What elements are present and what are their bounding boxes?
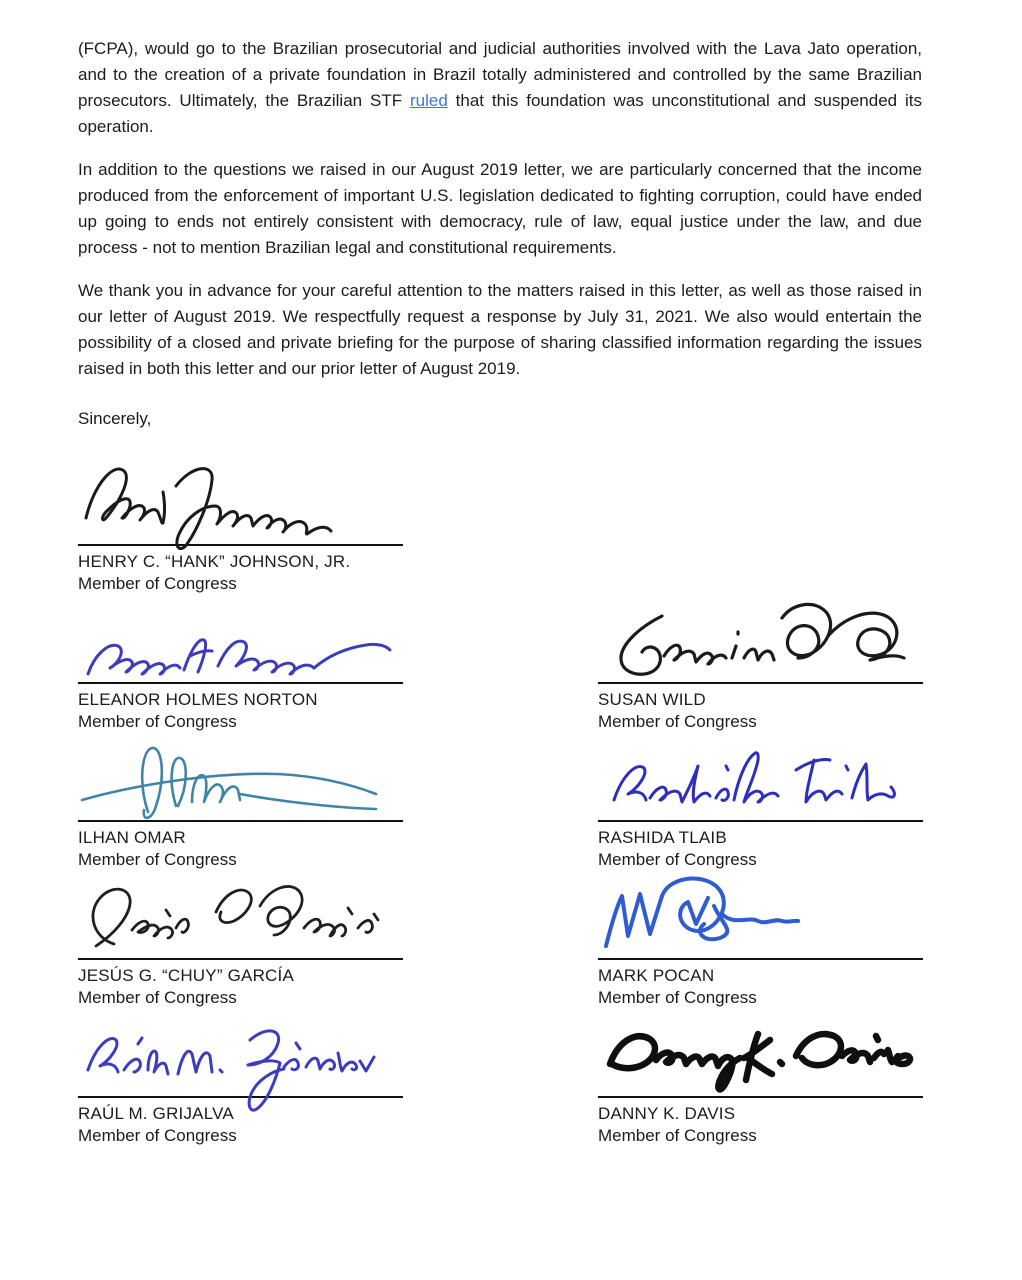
signer-title: Member of Congress — [78, 988, 237, 1007]
signature-image-raul-grijalva — [78, 1006, 403, 1096]
signature-block-mark-pocan — [598, 868, 923, 1009]
signatures-section — [78, 454, 922, 1147]
signer-name: RAÚL M. GRIJALVA — [78, 1104, 234, 1123]
signature-image-rashida-tlaib — [598, 730, 923, 820]
signer-title: Member of Congress — [78, 1126, 237, 1145]
signer-name: ILHAN OMAR — [78, 828, 186, 847]
paragraph-thanks-request: We thank you in advance for your careful attention to the matters raised in this letter, as well as those raised in our letter of August 2019. We respectfully request a response by July 31, 2021. We also would entertain the possibility of a closed and private briefing for the purpose of sharing classified information regarding the issues raised in both this letter and our prior letter of August 2019. — [78, 281, 922, 378]
signature-block-susan-wild — [598, 592, 923, 733]
letter-body — [78, 36, 922, 432]
signer-name: SUSAN WILD — [598, 690, 706, 709]
empty-cell — [598, 454, 922, 595]
signer-title: Member of Congress — [78, 574, 237, 593]
signer-name: MARK POCAN — [598, 966, 715, 985]
ruled-link[interactable]: ruled — [409, 91, 448, 110]
signature-block-jesus-garcia — [78, 868, 403, 1009]
signer-title: Member of Congress — [598, 712, 757, 731]
signer-name: ELEANOR HOLMES NORTON — [78, 690, 318, 709]
signature-block-henry-johnson — [78, 454, 403, 595]
signature-image-henry-johnson — [78, 454, 403, 544]
signature-image-jesus-garcia — [78, 868, 403, 958]
signer-title: Member of Congress — [598, 1126, 757, 1145]
signer-name: JESÚS G. “CHUY” GARCÍA — [78, 966, 294, 985]
signer-title: Member of Congress — [78, 850, 237, 869]
signer-title: Member of Congress — [78, 712, 237, 731]
signature-row-5 — [78, 1006, 922, 1147]
signature-image-mark-pocan — [598, 868, 923, 958]
signature-block-raul-grijalva — [78, 1006, 403, 1147]
signer-name: RASHIDA TLAIB — [598, 828, 727, 847]
signature-row-3 — [78, 730, 922, 871]
paragraph-text: that this foundation was unconstitutional and suspended its operation. — [78, 91, 922, 136]
signature-image-ilhan-omar — [78, 730, 403, 820]
signature-image-susan-wild — [598, 592, 923, 682]
signature-block-ilhan-omar — [78, 730, 403, 871]
signature-block-danny-davis — [598, 1006, 923, 1147]
paragraph-fcpa-foundation — [78, 36, 922, 140]
signer-name: DANNY K. DAVIS — [598, 1104, 736, 1123]
signature-block-rashida-tlaib — [598, 730, 923, 871]
closing-salutation: Sincerely, — [78, 409, 152, 428]
signer-name: HENRY C. “HANK” JOHNSON, JR. — [78, 552, 351, 571]
signature-block-eleanor-norton — [78, 592, 403, 733]
signature-image-danny-davis — [598, 1006, 923, 1096]
signature-row-2 — [78, 592, 922, 733]
signer-title: Member of Congress — [598, 988, 757, 1007]
signature-image-eleanor-norton — [78, 592, 403, 682]
paragraph-text: (FCPA), would go to the Brazilian prosecutorial and judicial authorities involved with the Lava Jato operation, and to the creation of a private foundation in Brazil totally administered and controlled by the same Brazilian prosecutors. Ultimately, the Brazilian STF — [78, 39, 922, 110]
signature-row-4 — [78, 868, 922, 1009]
signer-title: Member of Congress — [598, 850, 757, 869]
signature-row-1 — [78, 454, 922, 595]
paragraph-august-2019-concerns: In addition to the questions we raised in our August 2019 letter, we are particularly concerned that the income produced from the enforcement of important U.S. legislation dedicated to fighting corruption, could have ended up going to ends not entirely consistent with democracy, rule of law, equal justice under the law, and due process - not to mention Brazilian legal and constitutional requirements. — [78, 160, 922, 257]
